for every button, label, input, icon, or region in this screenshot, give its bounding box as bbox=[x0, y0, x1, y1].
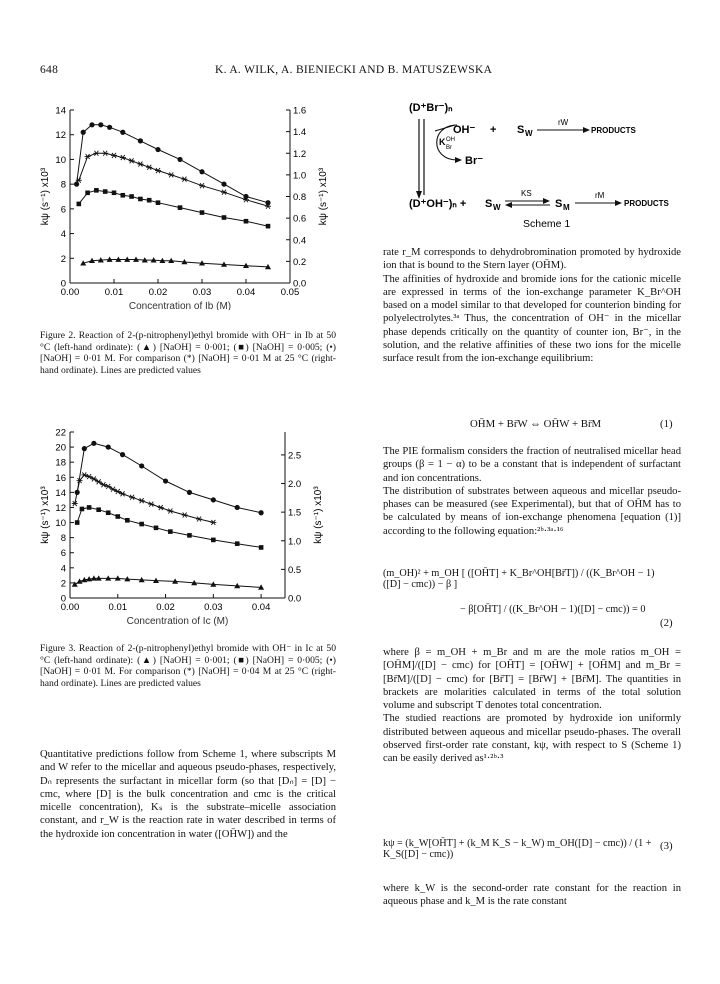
data-point-square bbox=[96, 507, 101, 512]
y-right-tick-label: 0.2 bbox=[293, 256, 307, 268]
y-left-tick-label: 14 bbox=[55, 105, 66, 117]
paragraph: The affinities of hydroxide and bromide ions for the cationic micelle are expressed in terms of the ion-exchange parameter K_Br^OH based on a model similar to that developed for counterion binding for polyelectrolytes.³ᵃ Thus, the concentration of OH⁻ in the micellar phase depends critically on the quantity of counter ion, Br⁻, in the solution, and the relative affinities of these two ions for the micelle surface result from the ion-exchange equilibrium: bbox=[383, 273, 681, 365]
x-tick-label: 0.00 bbox=[60, 602, 80, 613]
data-point-circle bbox=[155, 147, 160, 152]
y-right-tick-label: 0.0 bbox=[293, 278, 307, 290]
data-point-square bbox=[94, 188, 99, 193]
y-left-tick-label: 20 bbox=[55, 442, 66, 454]
data-point-square bbox=[80, 507, 85, 512]
data-point-star bbox=[146, 165, 152, 170]
paragraph: where k_W is the second-order rate constant for the reaction in aqueous phase and k_M is the rate constant bbox=[383, 883, 681, 908]
data-point-star bbox=[196, 517, 202, 522]
data-point-square bbox=[200, 210, 205, 215]
y-axis-label-left: kψ (s⁻¹) x10³ bbox=[40, 167, 51, 226]
data-point-star bbox=[120, 155, 126, 160]
data-point-circle bbox=[107, 125, 112, 130]
data-point-circle bbox=[106, 444, 111, 449]
series-line-circle bbox=[77, 443, 261, 512]
x-tick-label: 0.04 bbox=[236, 287, 256, 298]
data-point-circle bbox=[243, 194, 248, 199]
data-point-square bbox=[266, 224, 271, 229]
y-left-tick-label: 8 bbox=[60, 533, 66, 545]
y-right-tick-label: 2.5 bbox=[288, 450, 302, 462]
y-left-tick-label: 6 bbox=[60, 204, 66, 216]
x-axis-label: Concentration of Ic (M) bbox=[126, 616, 229, 627]
data-point-circle bbox=[81, 130, 86, 135]
scheme-sm: S bbox=[555, 198, 563, 210]
scheme-1-diagram bbox=[395, 95, 690, 230]
scheme-br: Br⁻ bbox=[465, 155, 484, 167]
figure-3-caption: Figure 3. Reaction of 2-(p-nitrophenyl)ethyl bromide with OH⁻ in Ic at 50 °C (left-hand ordinate): (▲) [NaOH] = 0·001; (■) [NaOH] = 0·005; (•) [NaOH] = 0·01 M. For comparison (*) [NaOH] = 0·04 M at 25 °C (right-hand ordinate). Lines are predicted values bbox=[40, 643, 336, 689]
data-point-star bbox=[111, 153, 117, 158]
scheme-sw2: S bbox=[485, 198, 493, 210]
data-point-square bbox=[222, 215, 227, 220]
y-left-tick-label: 18 bbox=[55, 457, 66, 469]
right-column-text-4 bbox=[383, 882, 681, 909]
equation-2-number: (2) bbox=[660, 617, 673, 629]
y-right-tick-label: 0.0 bbox=[288, 593, 302, 605]
data-point-star bbox=[210, 520, 216, 525]
data-point-star bbox=[129, 495, 135, 500]
y-right-tick-label: 0.6 bbox=[293, 213, 307, 225]
data-point-square bbox=[154, 526, 159, 531]
x-tick-label: 0.03 bbox=[192, 287, 212, 298]
y-left-tick-label: 14 bbox=[55, 487, 66, 499]
data-point-square bbox=[121, 193, 126, 198]
data-point-circle bbox=[82, 446, 87, 451]
data-point-star bbox=[182, 513, 188, 518]
figure-3-chart bbox=[40, 420, 340, 635]
y-right-tick-label: 1.0 bbox=[288, 536, 302, 548]
x-axis-label: Concentration of Ib (M) bbox=[128, 301, 232, 310]
equation-3: kψ = (k_W[OH̄T] + (k_M K_S − k_W) m_OH([D] − cmc)) / (1 + K_S([D] − cmc)) bbox=[383, 838, 652, 860]
data-point-circle bbox=[91, 441, 96, 446]
data-point-circle bbox=[259, 510, 264, 515]
data-point-square bbox=[168, 529, 173, 534]
equation-2-line-2: − β[OH̄T] / ((K_Br^OH − 1)([D] − cmc)) = 0 bbox=[460, 604, 646, 615]
y-left-tick-label: 10 bbox=[55, 154, 66, 166]
paragraph: rate r_M corresponds to dehydrobromination promoted by hydroxide ion that is bound to the Stern layer (OH̄M). bbox=[383, 247, 681, 272]
y-left-tick-label: 0 bbox=[60, 593, 66, 605]
y-right-tick-label: 1.0 bbox=[293, 170, 307, 182]
page-number: 648 bbox=[40, 64, 59, 76]
x-tick-label: 0.01 bbox=[108, 602, 128, 613]
data-point-star bbox=[167, 508, 173, 513]
data-point-star bbox=[148, 502, 154, 507]
y-right-tick-label: 0.4 bbox=[293, 235, 307, 247]
data-point-star bbox=[115, 489, 121, 494]
data-point-square bbox=[178, 205, 183, 210]
data-point-star bbox=[168, 172, 174, 177]
scheme-products-2: PRODUCTS bbox=[624, 199, 669, 208]
x-tick-label: 0.04 bbox=[251, 602, 271, 613]
right-column-text-3 bbox=[383, 646, 681, 766]
data-point-star bbox=[155, 168, 161, 173]
x-tick-label: 0.03 bbox=[204, 602, 223, 613]
data-point-square bbox=[139, 522, 144, 527]
data-point-star bbox=[93, 151, 99, 156]
data-point-square bbox=[244, 219, 249, 224]
right-column-text-2 bbox=[383, 445, 681, 538]
y-left-tick-label: 22 bbox=[55, 427, 66, 439]
data-point-square bbox=[138, 197, 143, 202]
scheme-title: Scheme 1 bbox=[523, 218, 571, 230]
scheme-sw1-sub: W bbox=[525, 129, 533, 138]
series-line-star bbox=[75, 475, 214, 523]
scheme-kbr: K bbox=[439, 137, 446, 147]
y-right-tick-label: 1.4 bbox=[293, 127, 307, 139]
y-right-tick-label: 2.0 bbox=[288, 479, 302, 491]
y-left-tick-label: 2 bbox=[60, 578, 66, 590]
data-point-circle bbox=[163, 478, 168, 483]
y-left-tick-label: 6 bbox=[60, 548, 66, 560]
y-left-tick-label: 4 bbox=[60, 563, 66, 575]
scheme-sm-sub: M bbox=[563, 203, 570, 212]
data-point-star bbox=[137, 162, 143, 167]
data-point-square bbox=[211, 538, 216, 543]
equation-1-number: (1) bbox=[660, 418, 673, 430]
scheme-oh: OH⁻ bbox=[453, 124, 476, 136]
y-right-tick-label: 0.8 bbox=[293, 192, 307, 203]
y-axis-label-right: kψ (s⁻¹) x10³ bbox=[313, 486, 324, 544]
data-point-square bbox=[106, 510, 111, 515]
data-point-circle bbox=[187, 490, 192, 495]
data-point-square bbox=[147, 198, 152, 203]
x-tick-label: 0.00 bbox=[60, 287, 80, 298]
y-left-tick-label: 16 bbox=[55, 472, 66, 484]
data-point-circle bbox=[139, 463, 144, 468]
series-line-star bbox=[79, 153, 268, 206]
data-point-star bbox=[199, 183, 205, 188]
y-axis-label-right: kψ (s⁻¹) x10³ bbox=[318, 167, 329, 226]
y-right-tick-label: 1.6 bbox=[293, 105, 307, 117]
scheme-kbr-sub: Br bbox=[446, 145, 452, 151]
y-left-tick-label: 2 bbox=[60, 253, 66, 265]
data-point-circle bbox=[177, 157, 182, 162]
y-left-tick-label: 10 bbox=[55, 518, 66, 530]
x-tick-label: 0.02 bbox=[148, 287, 168, 298]
equation-1: OH̄M + Br̄W ⇔ OH̄W + Br̄M bbox=[470, 418, 602, 430]
data-point-star bbox=[85, 154, 91, 159]
running-title: K. A. WILK, A. BIENIECKI AND B. MATUSZEWSKA bbox=[215, 64, 493, 76]
data-point-star bbox=[181, 177, 187, 182]
data-point-circle bbox=[221, 182, 226, 187]
data-point-square bbox=[77, 202, 82, 207]
left-column-text bbox=[40, 748, 336, 841]
data-point-star bbox=[120, 491, 126, 496]
y-left-tick-label: 0 bbox=[60, 278, 66, 290]
paragraph: The studied reactions are promoted by hydroxide ion uniformly distributed between aqueous and micellar pseudo-phases. The overall observed first-order rate constant, kψ, with respect to S (Scheme 1) can be easily derived as¹·²ᵇ·³ bbox=[383, 713, 681, 765]
scheme-rw: rW bbox=[558, 118, 569, 127]
scheme-ks: KS bbox=[521, 189, 532, 198]
data-point-circle bbox=[120, 130, 125, 135]
data-point-square bbox=[259, 545, 264, 550]
equation-2-line-1: (m_OH)² + m_OH [ ([OH̄T] + K_Br^OH[Br̄T]) / ((K_Br^OH − 1)([D] − cmc)) − β ] bbox=[383, 568, 655, 590]
paragraph: The PIE formalism considers the fraction of neutralised micellar head groups (β = 1 − α) to be a constant that is independent of surfactant and ion concentrations. bbox=[383, 446, 681, 484]
scheme-bottom-left: (D⁺OH⁻)ₙ + bbox=[409, 198, 467, 210]
scheme-top-label: (D⁺Br⁻)ₙ bbox=[409, 102, 453, 114]
y-right-tick-label: 1.2 bbox=[293, 148, 307, 160]
data-point-square bbox=[103, 189, 108, 194]
data-point-circle bbox=[211, 497, 216, 502]
data-point-circle bbox=[199, 169, 204, 174]
data-point-square bbox=[87, 505, 92, 510]
scheme-kbr-sup: OH bbox=[446, 137, 455, 143]
figure-2-chart bbox=[40, 100, 340, 310]
series-line-triangle bbox=[75, 578, 261, 587]
data-point-star bbox=[221, 190, 227, 195]
data-point-star bbox=[139, 498, 145, 503]
data-point-square bbox=[75, 520, 80, 525]
series-line-square bbox=[79, 190, 268, 226]
x-tick-label: 0.05 bbox=[280, 287, 300, 298]
scheme-sw2-sub: W bbox=[493, 203, 501, 212]
x-tick-label: 0.02 bbox=[156, 602, 175, 613]
data-point-circle bbox=[235, 505, 240, 510]
data-point-circle bbox=[98, 122, 103, 127]
data-point-square bbox=[125, 518, 130, 523]
figure-2-caption: Figure 2. Reaction of 2-(p-nitrophenyl)ethyl bromide with OH⁻ in Ib at 50 °C (left-hand ordinate): (▲) [NaOH] = 0·001; (■) [NaOH] = 0·005; (•) [NaOH] = 0·01 M. For comparison (*) [NaOH] = 0·01 M at 25 °C (right-hand ordinate). Lines are predicted values bbox=[40, 330, 336, 376]
data-point-square bbox=[129, 194, 134, 199]
data-point-triangle bbox=[72, 581, 78, 586]
series-line-square bbox=[77, 508, 261, 548]
data-point-square bbox=[187, 533, 192, 538]
y-left-tick-label: 4 bbox=[60, 229, 66, 241]
data-point-square bbox=[112, 190, 117, 195]
paragraph: where β = m_OH + m_Br and m are the mole ratios m_OH = [OH̄M]/([D] − cmc) for [OH̄T] = [OH̄W] + [OH̄M] and m_Br = [Br̄M]/([D] − cmc) for [Br̄T] = [Br̄W] + [Br̄M]. The quantities in brackets are molarities calculated in terms of the total solution volume and subscript T denotes total concentration. bbox=[383, 647, 681, 712]
right-column-text bbox=[383, 246, 681, 366]
paragraph: Quantitative predictions follow from Scheme 1, where subscripts M and W refer to the micellar and aqueous pseudo-phases, respectively, Dₙ represents the surfactant in micellar form (so that [Dₙ] = [D] − cmc, where [D] is the bulk concentration and cmc is the critical micelle concentration), Kₛ is the substrate–micelle association constant, and r_W is the reaction rate in water described in terms of the hydroxide ion concentration in water ([OH̄W]) and the bbox=[40, 749, 336, 840]
scheme-plus: + bbox=[490, 124, 497, 136]
data-point-star bbox=[158, 505, 164, 510]
y-axis-label-left: kψ (s⁻¹) x10³ bbox=[40, 486, 51, 544]
data-point-square bbox=[156, 200, 161, 205]
scheme-sw1: S bbox=[517, 124, 525, 136]
y-right-tick-label: 0.5 bbox=[288, 564, 302, 576]
y-left-tick-label: 12 bbox=[55, 130, 66, 142]
scheme-products-1: PRODUCTS bbox=[591, 126, 636, 135]
data-point-square bbox=[235, 541, 240, 546]
y-right-tick-label: 1.5 bbox=[288, 507, 302, 519]
data-point-star bbox=[102, 151, 108, 156]
x-tick-label: 0.01 bbox=[104, 287, 124, 298]
data-point-square bbox=[115, 514, 120, 519]
data-point-circle bbox=[89, 122, 94, 127]
paragraph: The distribution of substrates between aqueous and micellar pseudo-phases can be measured (see Experimental), but that of OH̄M has to be calculated by means of ion-exchange phenomena [equation (1)] according to the following equation:²ᵇ·³ᵃ·¹⁶ bbox=[383, 485, 681, 537]
scheme-rm: rM bbox=[595, 191, 605, 200]
data-point-square bbox=[85, 190, 90, 195]
data-point-circle bbox=[120, 452, 125, 457]
data-point-circle bbox=[138, 138, 143, 143]
data-point-star bbox=[129, 158, 135, 163]
equation-3-number: (3) bbox=[660, 840, 673, 852]
y-left-tick-label: 8 bbox=[60, 179, 66, 191]
y-left-tick-label: 12 bbox=[55, 502, 66, 514]
